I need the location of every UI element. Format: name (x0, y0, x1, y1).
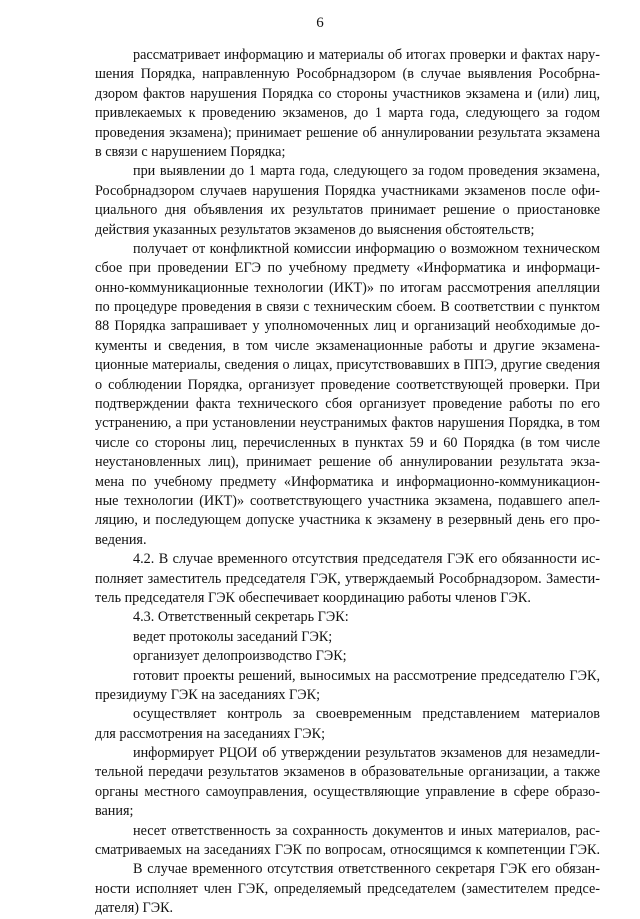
text-line: полняет заместитель председателя ГЭК, утверждаемый Рособрнадзором. Замести- (95, 570, 600, 587)
text-line: президиуму ГЭК на заседаниях ГЭК; (95, 686, 321, 703)
text-line: по процедуре проведения в связи с техническим сбоем. В соответствии с пунктом (95, 299, 600, 316)
text-line: числе со стороны лиц, перечисленных в пунктах 59 и 60 Порядка (в том числе (95, 434, 600, 451)
text-line: сматриваемых на заседаниях ГЭК по вопросам, относящимся к компетенции ГЭК. (95, 842, 600, 859)
text-line: ляцию, и последующем допуске участника к экзамену в резервный день его про- (95, 512, 600, 529)
text-line: тель председателя ГЭК обеспечивает координацию работы членов ГЭК. (95, 589, 531, 606)
text-line: органы местного самоуправления, осуществляющие управление в сфере образо- (95, 783, 600, 800)
text-line: ционные материалы, сведения о лицах, присутствовавших в ППЭ, другие сведения (95, 357, 600, 374)
text-line: информирует РЦОИ об утверждении результатов экзаменов для незамедли- (133, 745, 600, 762)
text-line: о соблюдении Порядка, организует проведение соответствующей проверки. При (95, 376, 600, 393)
text-line: Рособрнадзором случаев нарушения Порядка участниками экзаменов после офи- (95, 182, 600, 199)
text-line: ведет протоколы заседаний ГЭК; (133, 628, 333, 645)
text-line: для рассмотрения на заседаниях ГЭК; (95, 725, 326, 742)
text-line: организует делопроизводство ГЭК; (133, 648, 347, 665)
text-line: при выявлении до 1 марта года, следующего за годом проведения экзамена, (133, 163, 600, 180)
text-line: осуществляет контроль за своевременным представлением материалов (133, 706, 600, 723)
text-line: ведения. (95, 531, 147, 548)
text-line: в связи с нарушением Порядка; (95, 143, 286, 160)
text-line: онно-коммуникационные технологии (ИКТ)» по итогам рассмотрения апелляции (95, 279, 600, 296)
text-line: проведения экзамена); принимает решение об аннулировании результата экзамена (95, 124, 600, 141)
text-line: привлекаемых к проведению экзаменов, до 1 марта года, следующего за годом (95, 105, 600, 122)
text-line: мена по учебному предмету «Информатика и информационно-коммуникацион- (95, 473, 600, 490)
text-line: сбое при проведении ЕГЭ по учебному предмету «Информатика и информаци- (95, 260, 600, 277)
text-line: 4.3. Ответственный секретарь ГЭК: (133, 609, 349, 626)
text-line: В случае временного отсутствия ответственного секретаря ГЭК его обязан- (133, 861, 600, 878)
text-line: рассматривает информацию и материалы об итогах проверки и фактах нару- (133, 47, 600, 63)
text-line: устранению, а при установлении неустранимых фактов нарушения Порядка, в том (95, 415, 600, 432)
text-line: получает от конфликтной комиссии информацию о возможном техническом (133, 240, 600, 257)
text-line: кументы и сведения, в том числе экзаменационные работы и другие экзамена- (95, 337, 600, 354)
text-line: циального дня объявления их результатов принимает решение о приостановке (95, 202, 600, 219)
text-line: подтверждении факта технического сбоя организует проведение работы по его (95, 396, 600, 413)
text-line: 88 Порядка запрашивает у уполномоченных лиц и организаций необходимые до- (95, 318, 600, 335)
page-number: 6 (316, 15, 324, 31)
text-line: вания; (95, 803, 134, 820)
text-line: действия указанных результатов экзаменов до выяснения обстоятельств; (95, 221, 535, 238)
text-line: готовит проекты решений, выносимых на рассмотрение председателю ГЭК, (133, 667, 600, 684)
document-body (95, 46, 600, 919)
text-line: дателя) ГЭК. (95, 900, 174, 917)
text-line: тельной передачи результатов экзаменов в образовательные организации, а также (95, 764, 600, 781)
text-line: 4.2. В случае временного отсутствия председателя ГЭК его обязанности ис- (133, 551, 600, 568)
text-line: дзором фактов нарушения Порядка со стороны участников экзамена и (или) лиц, (95, 85, 600, 102)
text-line: несет ответственность за сохранность документов и иных материалов, рас- (133, 822, 600, 839)
text-line: ности исполняет член ГЭК, определяемый председателем (заместителем предсе- (95, 880, 600, 897)
text-line: ные технологии (ИКТ)» соответствующего участника экзамена, подавшего апел- (95, 492, 600, 509)
text-line: шения Порядка, направленную Рособрнадзором (в случае выявления Рособрна- (95, 66, 600, 83)
text-line: неустановленных лиц), принимает решение об аннулировании результата экза- (95, 454, 600, 471)
